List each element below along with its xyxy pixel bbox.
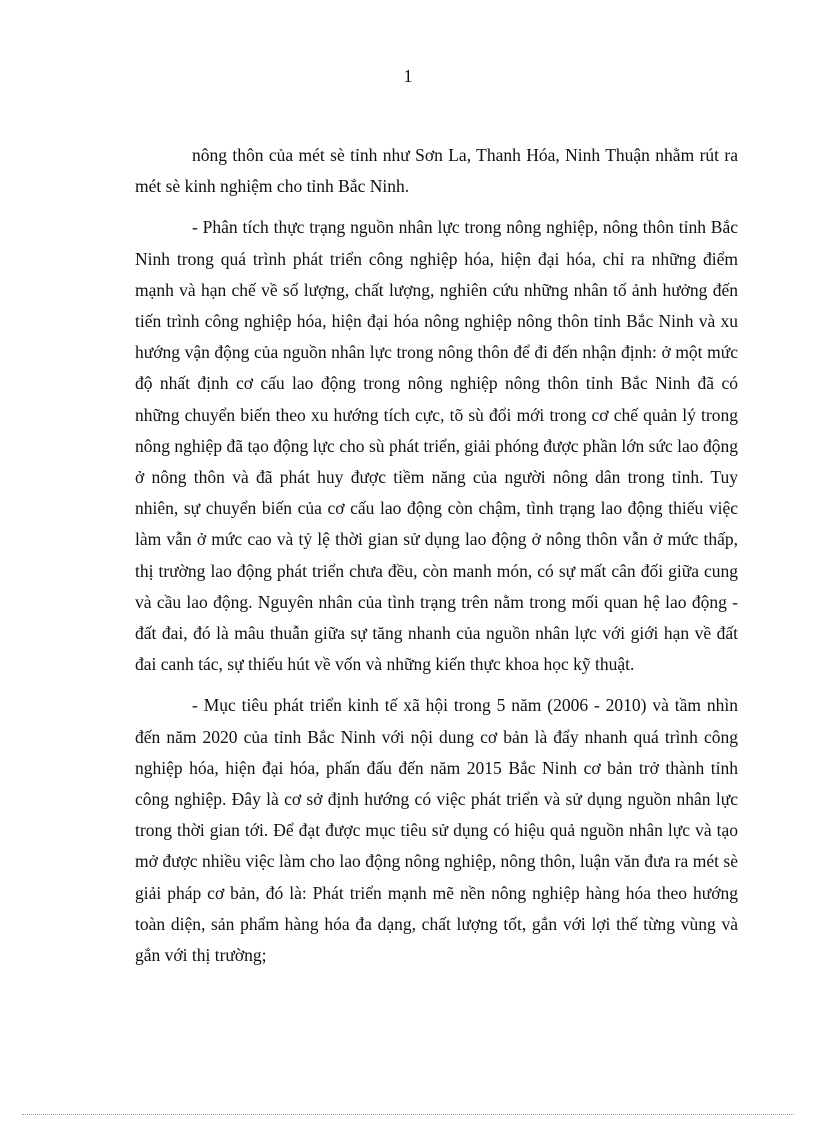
paragraph-3: - Mục tiêu phát triển kinh tế xã hội trong 5 năm (2006 - 2010) và tầm nhìn đến năm 2020 của tỉnh Bắc Ninh với nội dung cơ bản là đẩy nhanh quá trình công nghiệp hóa, hiện đại hóa, phấn đấu đến năm 2015 Bắc Ninh cơ bản trở thành tỉnh công nghiệp. Đây là cơ sở định hướng có việc phát triển và sử dụng nguồn nhân lực trong thời gian tới. Để đạt được mục tiêu sử dụng có hiệu quả nguồn nhân lực và tạo mở được nhiều việc làm cho lao động nông nghiệp, nông thôn, luận văn đưa ra mét sè giải pháp cơ bản, đó là: Phát triển mạnh mẽ nền nông nghiệp hàng hóa theo hướng toàn diện, sản phẩm hàng hóa đa dạng, chất lượng tốt, gắn với lợi thế từng vùng và gắn với thị trường; <box>135 695 738 966</box>
body-text <box>135 140 738 971</box>
page-number: 1 <box>403 66 413 86</box>
page-bottom-divider <box>22 1114 794 1115</box>
paragraph-1: nông thôn của mét sè tỉnh như Sơn La, Thanh Hóa, Ninh Thuận nhằm rút ra mét sè kinh nghiệm cho tỉnh Bắc Ninh. <box>135 145 738 197</box>
paragraph-2: - Phân tích thực trạng nguồn nhân lực trong nông nghiệp, nông thôn tỉnh Bắc Ninh trong quá trình phát triển công nghiệp hóa, hiện đại hóa, chỉ ra những điểm mạnh và hạn chế về số lượng, chất lượng, nghiên cứu những nhân tố ảnh hưởng đến tiến trình công nghiệp hóa, hiện đại hóa nông nghiệp nông thôn tỉnh Bắc Ninh và xu hướng vận động của nguồn nhân lực trong nông thôn để đi đến nhận định: ở một mức độ nhất định cơ cấu lao động trong nông nghiệp nông thôn tỉnh Bắc Ninh đã có những chuyển biến theo xu hướng tích cực, tõ sù đổi mới trong cơ chế quản lý trong nông nghiệp đã tạo động lực cho sù phát triển, giải phóng được phần lớn sức lao động ở nông thôn và đã phát huy được tiềm năng của người nông dân trong tỉnh. Tuy nhiên, sự chuyển biến của cơ cấu lao động còn chậm, tình trạng lao động thiếu việc làm vẫn ở mức cao và tỷ lệ thời gian sử dụng lao động ở nông thôn vẫn ở mức thấp, thị trường lao động phát triển chưa đều, còn manh món, có sự mất cân đối giữa cung và cầu lao động. Nguyên nhân của tình trạng trên nằm trong mối quan hệ lao động - đất đai, đó là mâu thuẫn giữa sự tăng nhanh của nguồn nhân lực với giới hạn về đất đai canh tác, sự thiếu hút về vốn và những kiến thực khoa học kỹ thuật. <box>135 217 738 675</box>
